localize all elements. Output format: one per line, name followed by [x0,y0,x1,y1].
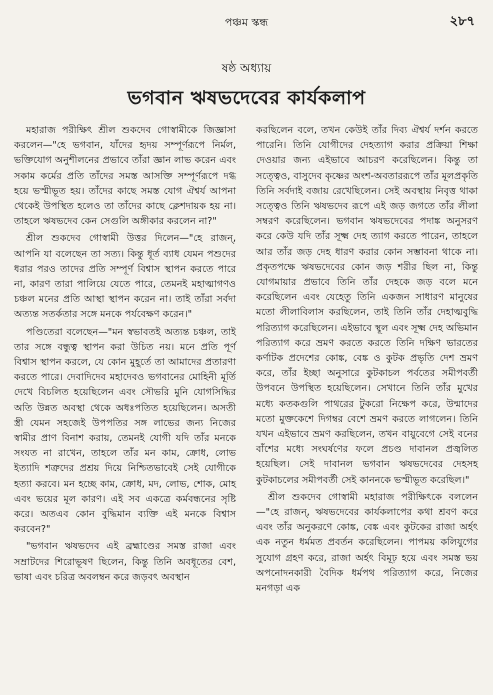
paragraph: মহারাজ পরীক্ষিৎ শ্রীল শুকদেব গোস্বামীকে জিজ্ঞাসা করলেন—"হে ভগবান, যাঁদের হৃদয় সম্পূর্ণরূপে নির্মল, ভক্তিযোগ অনুশীলনের প্রভাবে তাঁরা জ্ঞান লাভ করেন এবং সকাম কর্মের প্রতি তাঁদের সমস্ত আসক্তি সম্পূর্ণরূপে দগ্ধ হয়ে ভস্মীভূত হয়। তাঁদের কাছে সমস্ত যোগ ঐশ্বর্য আপনা থেকেই উপস্থিত হলেও তা তাঁদের কাছে ক্লেশদায়ক হয় না। তাহলে ঋষভদেব কেন সেগুলি অঙ্গীকার করলেন না?" [14,125,236,228]
right-column [256,123,478,598]
left-column [14,123,236,587]
page-number: ২৮৭ [449,14,475,29]
paragraph: "ভগবান ঋষভদেব এই ব্রহ্মাণ্ডের সমস্ত রাজা এবং সম্রাটদের শিরোভূষণ ছিলেন, কিন্তু তিনি অবধূতের বেশ, ভাষা এবং চরিত্র অবলম্বন করে জড়বৎ অবস্থান [14,541,236,583]
running-header [0,10,493,30]
chapter-title: ভগবান ঋষভদেবের কার্যকলাপ [127,87,366,109]
paragraph: শ্রীল শুকদেব গোস্বামী উত্তর দিলেন—"হে রাজন্, আপনি যা বলেছেন তা সত্য। কিন্তু ধূর্ত ব্যাধ যেমন পশুদের ধরার পরও তাদের প্রতি সম্পূর্ণ বিশ্বাস স্থাপন করতে পারে না, কারণ তারা পালিয়ে যেতে পারে, তেমনই মহাত্মাগণও চঞ্চল মনের প্রতি আস্থা স্থাপন করেন না। তাই তাঁরা সর্বদা অত্যন্ত সতর্কতার সঙ্গে মনকে পর্যবেক্ষণ করেন।" [14,233,236,321]
running-title: পঞ্চম স্কন্ধ [224,16,269,29]
paragraph: করছিলেন বলে, তখন কেউই তাঁর দিব্য ঐশ্বর্য দর্শন করতে পারেনি। তিনি যোগীদের দেহত্যাগ করার প্রক্রিয়া শিক্ষা দেওয়ার জন্য এইভাবে আচরণ করেছিলেন। কিন্তু তা সত্ত্বেও, বাসুদেব কৃষ্ণের অংশ-অবতাররূপে তাঁর মূলপ্রকৃতি তিনি সর্বদাই বজায় রেখেছিলেন। সেই অবস্থায় নিবৃত্ত থাকা সত্ত্বেও তিনি ঋষভদেব রূপে এই জড় জগতে তাঁর লীলা সম্বরণ করেছিলেন। ভগবান ঋষভদেবের পদাঙ্ক অনুসরণ করে কেউ যদি তাঁর সূক্ষ্ম দেহ ত্যাগ করতে পারেন, তাহলে আর তাঁর জড় দেহ ধারণ করার কোন সম্ভাবনা থাকে না। প্রকৃতপক্ষে ঋষভদেবের কোন জড় শরীর ছিল না, কিন্তু যোগমায়ার প্রভাবে তিনি তাঁর দেহকে জড় বলে মনে করেছিলেন এবং যেহেতু তিনি একজন সাধারণ মানুষের মতো লীলাবিলাস করছিলেন, তাই তিনি তাঁর দেহাত্মবুদ্ধি পরিত্যাগ করেছিলেন। এইভাবে স্থূল এবং সূক্ষ্ম দেহ অভিমান পরিত্যাগ করে ভ্রমণ করতে করতে তিনি দক্ষিণ ভারতের কর্ণাটক প্রদেশের কোঙ্ক, বেঙ্ক ও কুটক প্রভৃতি দেশ ভ্রমণ করে, তাঁর ইচ্ছা অনুসারে কুটকাচল পর্বতের সমীপবর্তী উপবনে উপস্থিত হয়েছিলেন। সেখানে তিনি তাঁর মুখের মধ্যে কতকগুলি পাথরের টুকরো নিক্ষেপ করে, উন্মাদের মতো মুক্তকেশে দিগম্বর বেশে ভ্রমণ করতে লাগলেন। তিনি যখন এইভাবে ভ্রমণ করছিলেন, তখন বায়ুবেগে সেই বনের বাঁশের মধ্যে সংঘর্ষণের ফলে প্রচণ্ড দাবানল প্রজ্বলিত হয়েছিল। সেই দাবানল ভগবান ঋষভদেবের দেহসহ কুটকাচলের সমীপবর্তী সেই কাননকে ভস্মীভূত করেছিল।" [256,125,478,486]
paragraph: শ্রীল শুকদেব গোস্বামী মহারাজ পরীক্ষিৎকে বললেন—"হে রাজন্, ঋষভদেবের কার্যকলাপের কথা শ্রবণ করে এবং তাঁর অনুকরণে কোঙ্ক, বেঙ্ক এবং কুটকের রাজা অর্হৎ এক নতুন ধর্মমত প্রবর্তন করেছিলেন। পাপময় কলিযুগের সুযোগ গ্রহণ করে, রাজা অর্হৎ বিমূঢ় হয়ে এবং সমস্ত ভয় অপনোদনকারী বৈদিক ধর্মপথ পরিত্যাগ করে, নিজের মনগড়া এক [256,491,478,595]
chapter-number: ষষ্ঠ অধ্যায় [221,61,272,75]
paragraph: পণ্ডিতেরা বলেছেন—"মন স্বভাবতই অত্যন্ত চঞ্চল, তাই তার সঙ্গে বন্ধুত্ব স্থাপন করা উচিত নয়। মনে প্রতি পূর্ণ বিশ্বাস স্থাপন করলে, যে কোন মুহূর্তে তা আমাদের প্রতারণা করতে পারে। দেবাদিদেব মহাদেবও ভগবানের মোহিনী মূর্তি দেখে বিচলিত হয়েছিলেন এবং সৌভরি মুনি যোগসিদ্ধির অতি উন্নত অবস্থা থেকে অধঃপতিত হয়েছিলেন। অসতী স্ত্রী যেমন সহজেই উপপতির সঙ্গ লাভের জন্য নিজের স্বামীর প্রাণ বিনাশ করায়, তেমনই যোগী যদি তাঁর মনকে সংযত না রাখেন, তাহলে তাঁর মন কাম, ক্রোধ, লোভ ইত্যাদি শত্রুদের প্রশ্রয় দিয়ে নিশ্চিতভাবেই সেই যোগীকে হত্যা করবে। মন হচ্ছে কাম, ক্রোধ, মদ, লোভ, শোক, মোহ এবং ভয়ের মূল কারণ। এই সব একত্রে কর্মবন্ধনের সৃষ্টি করে। অতএব কোন বুদ্ধিমান ব্যক্তি এই মনকে বিশ্বাস করবেন?" [14,326,236,536]
